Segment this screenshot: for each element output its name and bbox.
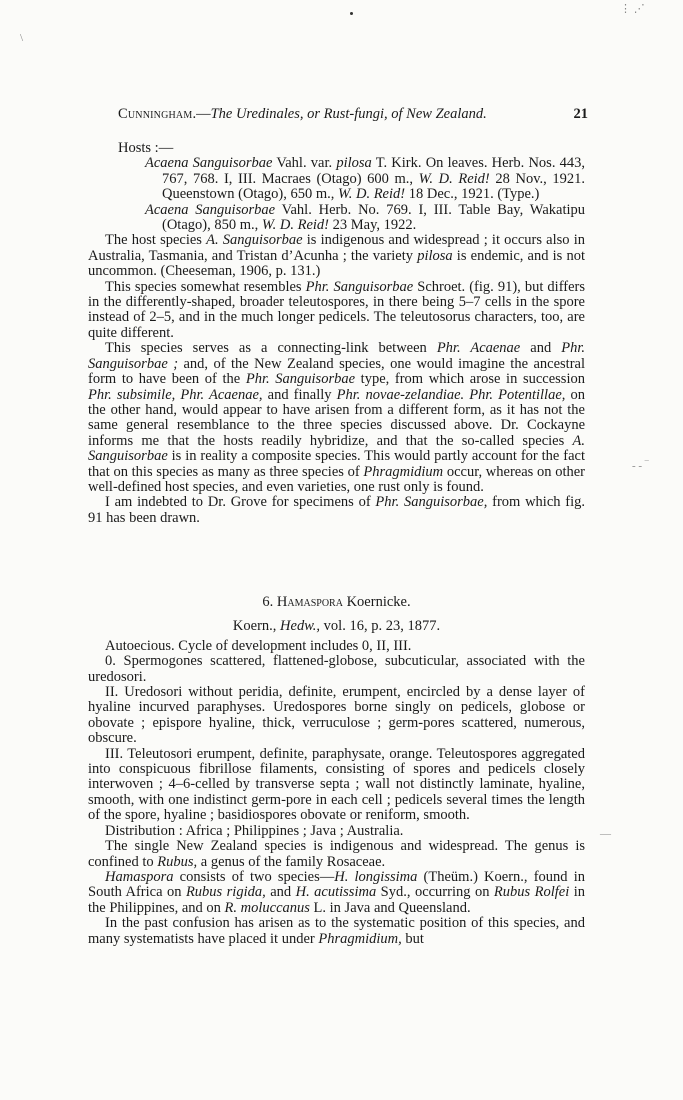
header-separator: .— (192, 106, 211, 122)
paragraph: I am indebted to Dr. Grove for specimens of Phr. Sanguisorbae, from which fig. 91 has been drawn. (88, 494, 586, 526)
description-paragraph: II. Uredosori without peridia, definite, erumpent, encircled by a dense layer of hyaline incurved paraphyses. Uredospores borne singly on pedicels, globose or obovate ; epispore hyaline, thick, verruculose ; germ-pores scattered, numerous, obscure. (88, 684, 585, 747)
upper-text-block (88, 141, 585, 526)
speck-mark (350, 12, 353, 15)
lower-text-block (88, 595, 585, 947)
host-entry: Acaena Sanguisorbae Vahl. var. pilosa T. Kirk. On leaves. Herb. Nos. 443, 767, 768. I, III. Macraes (Otago) 600 m., W. D. Reid! 28 Nov., 1921. Queenstown (Otago), 650 m., W. D. Reid! 18 Dec., 1921. (Type.) (145, 155, 586, 203)
paragraph: Hamaspora consists of two species—H. longissima (Theüm.) Koern., found in South Africa on Rubus rigida, and H. acutissima Syd., occurring on Rubus Rolfei in the Philippines, and on R. moluccanus L. in Java and Queensland. (88, 868, 586, 916)
page-number: 21 (573, 106, 588, 122)
header-title: The Uredinales, or Rust-fungi, of New Zealand. (210, 106, 487, 122)
margin-scribble: \ (20, 32, 24, 44)
description-paragraph: 0. Spermogones scattered, flattened-globose, subcuticular, associated with the uredosori. (88, 653, 585, 685)
paragraph: The single New Zealand species is indigenous and widespread. The genus is confined to Rubus, a genus of the family Rosaceae. (88, 838, 585, 870)
hosts-label: Hosts :— (118, 140, 174, 156)
margin-scribble: ⋮ ⋰ (620, 3, 645, 15)
margin-scribble: — (600, 828, 611, 840)
paragraph: This species serves as a connecting-link between Phr. Acaenae and Phr. Sanguisorbae ; and, of the New Zealand species, one would imagine the ancestral form to have been of the Phr. Sanguisorbae type, from which arose in succession Phr. subsimile, Phr. Acaenae, and finally Phr. novae-zelandiae. Phr. Potentillae, on the other hand, would appear to have arisen from a different form, as it has not the same general resemblance to the three species discussed above. Dr. Cockayne informs me that the hosts readily hybridize, and that the so-called species A. Sanguisorbae is in reality a composite species. This would partly account for the fact that on this species as many as three species of Phragmidium occur, whereas on other well-defined host species, and even varieties, one rust only is found. (88, 340, 585, 495)
running-header (118, 106, 588, 123)
margin-scribble: - - ‾ (632, 460, 649, 472)
paragraph: In the past confusion has arisen as to the systematic position of this species, and many systematists have placed it under Phragmidium, but (88, 915, 585, 947)
paragraph: This species somewhat resembles Phr. Sanguisorbae Schroet. (fig. 91), but differs in the differently-shaped, broader teleutospores, in there being 5–7 cells in the spore instead of 2–5, and in the much longer pedicels. The teleutosorus characters, too, are quite different. (88, 278, 585, 341)
header-author: Cunningham (118, 106, 193, 122)
paragraph: The host species A. Sanguisorbae is indigenous and widespread ; it occurs also in Australia, Tasmania, and Tristan d’Acunha ; the variety pilosa is endemic, and is not uncommon. (Cheeseman, 1906, p. 131.) (88, 232, 585, 280)
citation: Koern., Hedw., vol. 16, p. 23, 1877. (232, 618, 441, 635)
distribution-line: Distribution : Africa ; Philippines ; Java ; Australia. (105, 822, 404, 839)
section-heading: 6. Hamaspora Koernicke. (262, 594, 411, 610)
description-paragraph: III. Teleutosori erumpent, definite, paraphysate, orange. Teleutospores aggregated into conspicuous fibrillose filaments, consisting of spores and pedicels closely interwoven ; 4–6-celled by transverse septa ; wall not distinctly laminate, hyaline, smooth, with one indistinct germ-pore in each cell ; pedicels several times the length of the spore, hyaline ; basidiospores obovate or reniform, smooth. (88, 745, 585, 824)
description-line: Autoecious. Cycle of development includes 0, II, III. (105, 637, 412, 654)
host-entry: Acaena Sanguisorbae Vahl. Herb. No. 769. I, III. Table Bay, Wakatipu (Otago), 850 m., W. D. Reid! 23 May, 1922. (145, 201, 585, 234)
